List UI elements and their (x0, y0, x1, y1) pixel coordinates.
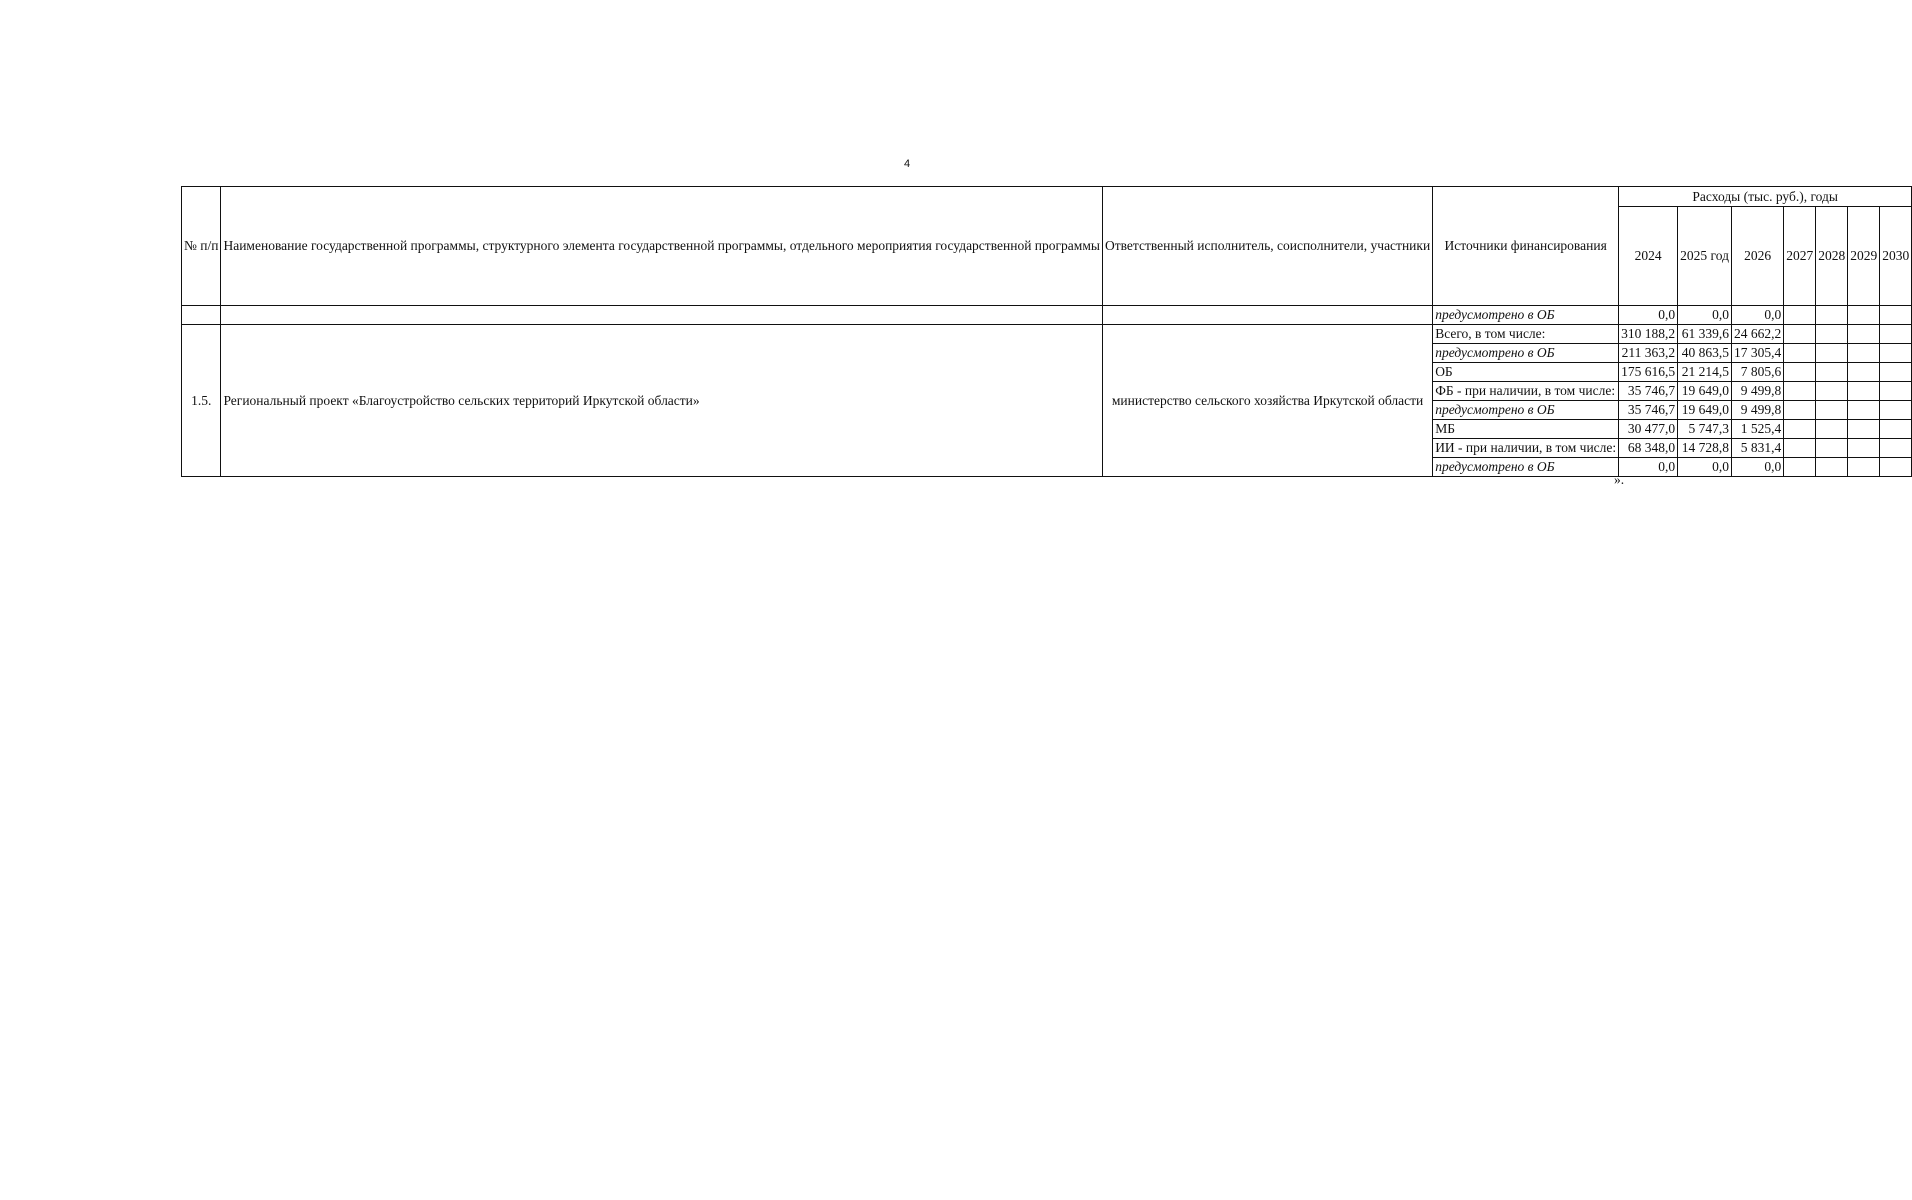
value-cell: 9 499,8 (1731, 401, 1783, 420)
source-cell: ИИ - при наличии, в том числе: (1433, 439, 1619, 458)
page-number: 4 (903, 158, 911, 170)
header-year: 2026 (1731, 207, 1783, 306)
table-row (182, 325, 1912, 344)
value-cell (1848, 325, 1880, 344)
header-executor: Ответственный исполнитель, соисполнители, участники (1102, 187, 1432, 306)
value-cell (1816, 325, 1848, 344)
header-sources: Источники финансирования (1433, 187, 1619, 306)
value-cell (1784, 363, 1816, 382)
budget-table (181, 186, 1912, 477)
header-year: 2024 (1619, 207, 1678, 306)
header-name: Наименование государственной программы, структурного элемента государственной программы, отдельного мероприятия государственной программы (221, 187, 1102, 306)
value-cell (1784, 401, 1816, 420)
value-cell (1848, 420, 1880, 439)
table-row (182, 306, 1912, 325)
value-cell: 310 188,2 (1619, 325, 1678, 344)
value-cell: 24 662,2 (1731, 325, 1783, 344)
value-cell (1848, 306, 1880, 325)
project-executor: министерство сельского хозяйства Иркутской области (1102, 325, 1432, 477)
value-cell (1816, 306, 1848, 325)
value-cell (1880, 382, 1912, 401)
source-cell: Всего, в том числе: (1433, 325, 1619, 344)
value-cell: 9 499,8 (1731, 382, 1783, 401)
value-cell (1848, 439, 1880, 458)
value-cell (1880, 420, 1912, 439)
value-cell: 0,0 (1619, 458, 1678, 477)
value-cell (1848, 458, 1880, 477)
value-cell: 0,0 (1731, 306, 1783, 325)
header-year: 2029 (1848, 207, 1880, 306)
value-cell (1784, 439, 1816, 458)
value-cell (1784, 325, 1816, 344)
header-number: № п/п (182, 187, 221, 306)
value-cell: 0,0 (1731, 458, 1783, 477)
value-cell: 14 728,8 (1678, 439, 1732, 458)
value-cell (1816, 420, 1848, 439)
value-cell (1784, 382, 1816, 401)
value-cell (1816, 439, 1848, 458)
value-cell (1880, 458, 1912, 477)
value-cell (1848, 363, 1880, 382)
value-cell (1880, 401, 1912, 420)
value-cell: 7 805,6 (1731, 363, 1783, 382)
header-year: 2025 год (1678, 207, 1732, 306)
value-cell: 35 746,7 (1619, 382, 1678, 401)
header-year: 2030 (1880, 207, 1912, 306)
value-cell: 68 348,0 (1619, 439, 1678, 458)
value-cell (1784, 306, 1816, 325)
value-cell: 17 305,4 (1731, 344, 1783, 363)
value-cell (1816, 401, 1848, 420)
value-cell: 0,0 (1678, 306, 1732, 325)
empty-cell (182, 306, 221, 325)
value-cell: 61 339,6 (1678, 325, 1732, 344)
empty-cell (1102, 306, 1432, 325)
source-cell: ФБ - при наличии, в том числе: (1433, 382, 1619, 401)
closing-quote: ». (1614, 472, 1625, 487)
value-cell (1784, 420, 1816, 439)
source-cell: предусмотрено в ОБ (1433, 344, 1619, 363)
value-cell (1880, 363, 1912, 382)
value-cell (1880, 325, 1912, 344)
source-cell: ОБ (1433, 363, 1619, 382)
value-cell (1816, 382, 1848, 401)
value-cell: 40 863,5 (1678, 344, 1732, 363)
value-cell: 21 214,5 (1678, 363, 1732, 382)
value-cell: 175 616,5 (1619, 363, 1678, 382)
value-cell (1784, 458, 1816, 477)
value-cell: 0,0 (1619, 306, 1678, 325)
value-cell (1816, 458, 1848, 477)
value-cell: 1 525,4 (1731, 420, 1783, 439)
value-cell (1784, 344, 1816, 363)
source-cell: предусмотрено в ОБ (1433, 306, 1619, 325)
value-cell (1816, 344, 1848, 363)
value-cell: 5 831,4 (1731, 439, 1783, 458)
project-number: 1.5. (182, 325, 221, 477)
value-cell (1816, 363, 1848, 382)
value-cell (1848, 344, 1880, 363)
header-year: 2027 (1784, 207, 1816, 306)
header-expenses-group: Расходы (тыс. руб.), годы (1619, 187, 1912, 207)
source-cell: МБ (1433, 420, 1619, 439)
empty-cell (221, 306, 1102, 325)
value-cell: 5 747,3 (1678, 420, 1732, 439)
value-cell: 211 363,2 (1619, 344, 1678, 363)
value-cell: 19 649,0 (1678, 401, 1732, 420)
value-cell (1880, 439, 1912, 458)
value-cell (1880, 306, 1912, 325)
value-cell (1880, 344, 1912, 363)
source-cell: предусмотрено в ОБ (1433, 401, 1619, 420)
value-cell (1848, 401, 1880, 420)
value-cell: 0,0 (1678, 458, 1732, 477)
value-cell (1848, 382, 1880, 401)
header-year: 2028 (1816, 207, 1848, 306)
value-cell: 19 649,0 (1678, 382, 1732, 401)
value-cell: 35 746,7 (1619, 401, 1678, 420)
source-cell: предусмотрено в ОБ (1433, 458, 1619, 477)
value-cell: 30 477,0 (1619, 420, 1678, 439)
project-name: Региональный проект «Благоустройство сельских территорий Иркутской области» (221, 325, 1102, 477)
